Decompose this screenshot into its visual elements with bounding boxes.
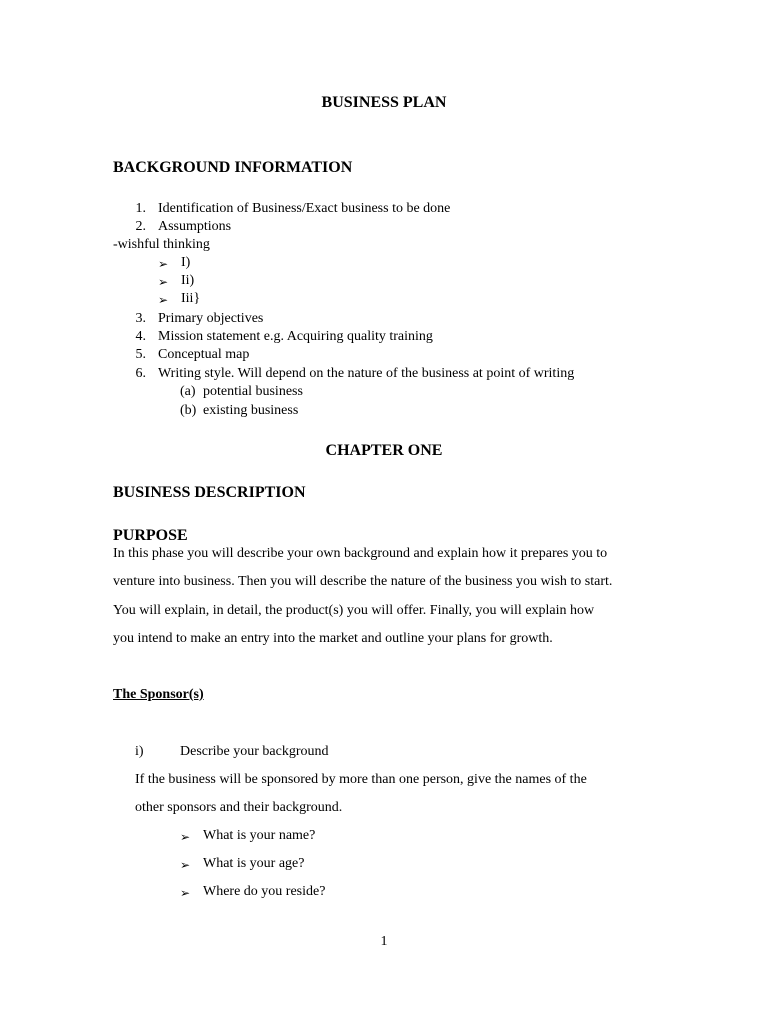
list-number: 2. bbox=[135, 219, 146, 234]
list-item: Primary objectives bbox=[158, 311, 264, 326]
list-number: 3. bbox=[135, 311, 146, 326]
list-item: Conceptual map bbox=[158, 347, 250, 362]
question-item: What is your name? bbox=[203, 828, 316, 843]
list-item: Identification of Business/Exact business to be done bbox=[158, 201, 451, 216]
business-description-heading: BUSINESS DESCRIPTION bbox=[113, 484, 306, 501]
arrow-bullet-icon: ➢ bbox=[180, 886, 191, 900]
list-item: Mission statement e.g. Acquiring quality training bbox=[158, 329, 433, 344]
arrow-bullet-icon: ➢ bbox=[158, 275, 169, 289]
purpose-line: You will explain, in detail, the product(s) you will offer. Finally, you will explain how bbox=[113, 603, 595, 618]
sub-item: existing business bbox=[203, 403, 299, 418]
arrow-bullet-icon: ➢ bbox=[158, 293, 169, 307]
question-item: Where do you reside? bbox=[203, 884, 326, 899]
list-number: 6. bbox=[135, 366, 146, 381]
purpose-line: In this phase you will describe your own background and explain how it prepares you to bbox=[113, 546, 608, 561]
list-item: Writing style. Will depend on the nature of the business at point of writing bbox=[158, 366, 575, 381]
sponsor-line: other sponsors and their background. bbox=[135, 800, 343, 815]
chapter-heading: CHAPTER ONE bbox=[325, 442, 443, 459]
question-item: What is your age? bbox=[203, 856, 305, 871]
sub-item-label: (b) bbox=[180, 403, 197, 418]
arrow-bullet-icon: ➢ bbox=[158, 257, 169, 271]
sub-item: potential business bbox=[203, 384, 303, 399]
arrow-bullet-icon: ➢ bbox=[180, 858, 191, 872]
doc-title: BUSINESS PLAN bbox=[321, 94, 447, 111]
purpose-line: you intend to make an entry into the market and outline your plans for growth. bbox=[113, 631, 553, 646]
background-heading: BACKGROUND INFORMATION bbox=[113, 159, 353, 176]
list-number: 5. bbox=[135, 347, 146, 362]
list-number: 4. bbox=[135, 329, 146, 344]
list-item: Assumptions bbox=[158, 219, 232, 234]
roman-label: i) bbox=[135, 744, 144, 759]
sponsor-line: If the business will be sponsored by more than one person, give the names of the bbox=[135, 772, 587, 787]
arrow-bullet-icon: ➢ bbox=[180, 830, 191, 844]
list-number: 1. bbox=[135, 201, 146, 216]
arrow-item: I) bbox=[181, 255, 191, 270]
wishful-thinking-line: -wishful thinking bbox=[113, 237, 210, 252]
purpose-heading: PURPOSE bbox=[113, 527, 188, 544]
sponsor-heading: The Sponsor(s) bbox=[113, 687, 204, 702]
roman-item: Describe your background bbox=[180, 744, 329, 759]
purpose-line: venture into business. Then you will describe the nature of the business you wish to start. bbox=[113, 574, 613, 589]
arrow-item: Ii) bbox=[181, 273, 195, 288]
page-number: 1 bbox=[380, 934, 388, 949]
arrow-item: Iii} bbox=[181, 291, 201, 306]
sub-item-label: (a) bbox=[180, 384, 196, 399]
